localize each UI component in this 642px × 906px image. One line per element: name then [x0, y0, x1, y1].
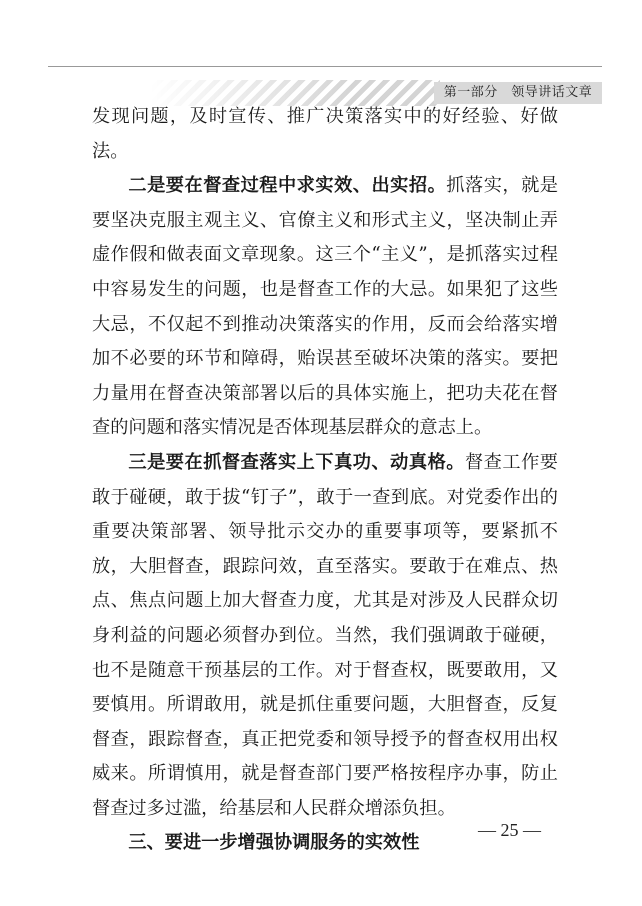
- paragraph-text: 抓落实，就是要坚决克服主观主义、官僚主义和形式主义，坚决制止弄虚作假和做表面文章现象。这三个“主义”，是抓落实过程中容易发生的问题，也是督查工作的大忌。如果犯了这些大忌，不仅起不到推动决策落实的作用，反而会给落实增加不必要的环节和障碍，贻误甚至破坏决策的落实。要把力量用在督查决策部署以后的具体实施上，把功夫花在督查的问题和落实情况是否体现基层群众的意志上。: [92, 175, 558, 439]
- paragraph-continuation: [92, 100, 558, 169]
- paragraph-text: 督查工作要敢于碰硬，敢于拔“钉子”，敢于一查到底。对党委作出的重要决策部署、领导批示交办的重要事项等，要紧抓不放，大胆督查，跟踪问效，直至落实。要敢于在难点、热点、焦点问题上加大督查力度，尤其是对涉及人民群众切身利益的问题必须督办到位。当然，我们强调敢于碰硬，也不是随意干预基层的工作。对于督查权，既要敢用，又要慎用。所谓敢用，就是抓住重要问题，大胆督查，反复督查，跟踪督查，真正把党委和领导授予的督查权用出权威来。所谓慎用，就是督查部门要严格按程序办事，防止督查过多过滥，给基层和人民群众增添负担。: [92, 451, 558, 819]
- paragraph-text: 发现问题，及时宣传、推广决策落实中的好经验、好做法。: [92, 106, 558, 162]
- page-number: — 25 —: [478, 820, 541, 840]
- paragraph-lead: 三是要在抓督查落实上下真功、动真格。: [128, 451, 465, 473]
- paragraph-lead: 二是要在督查过程中求实效、出实招。: [128, 175, 447, 197]
- paragraph-point-three: [92, 446, 558, 827]
- running-header: [0, 40, 642, 100]
- paragraph-point-two: [92, 169, 558, 446]
- body-text: [92, 100, 558, 861]
- section-heading: 三、要进一步增强协调服务的实效性: [128, 832, 420, 854]
- header-rule: [48, 66, 602, 67]
- header-section-title: 第一部分 领导讲话文章: [434, 82, 602, 104]
